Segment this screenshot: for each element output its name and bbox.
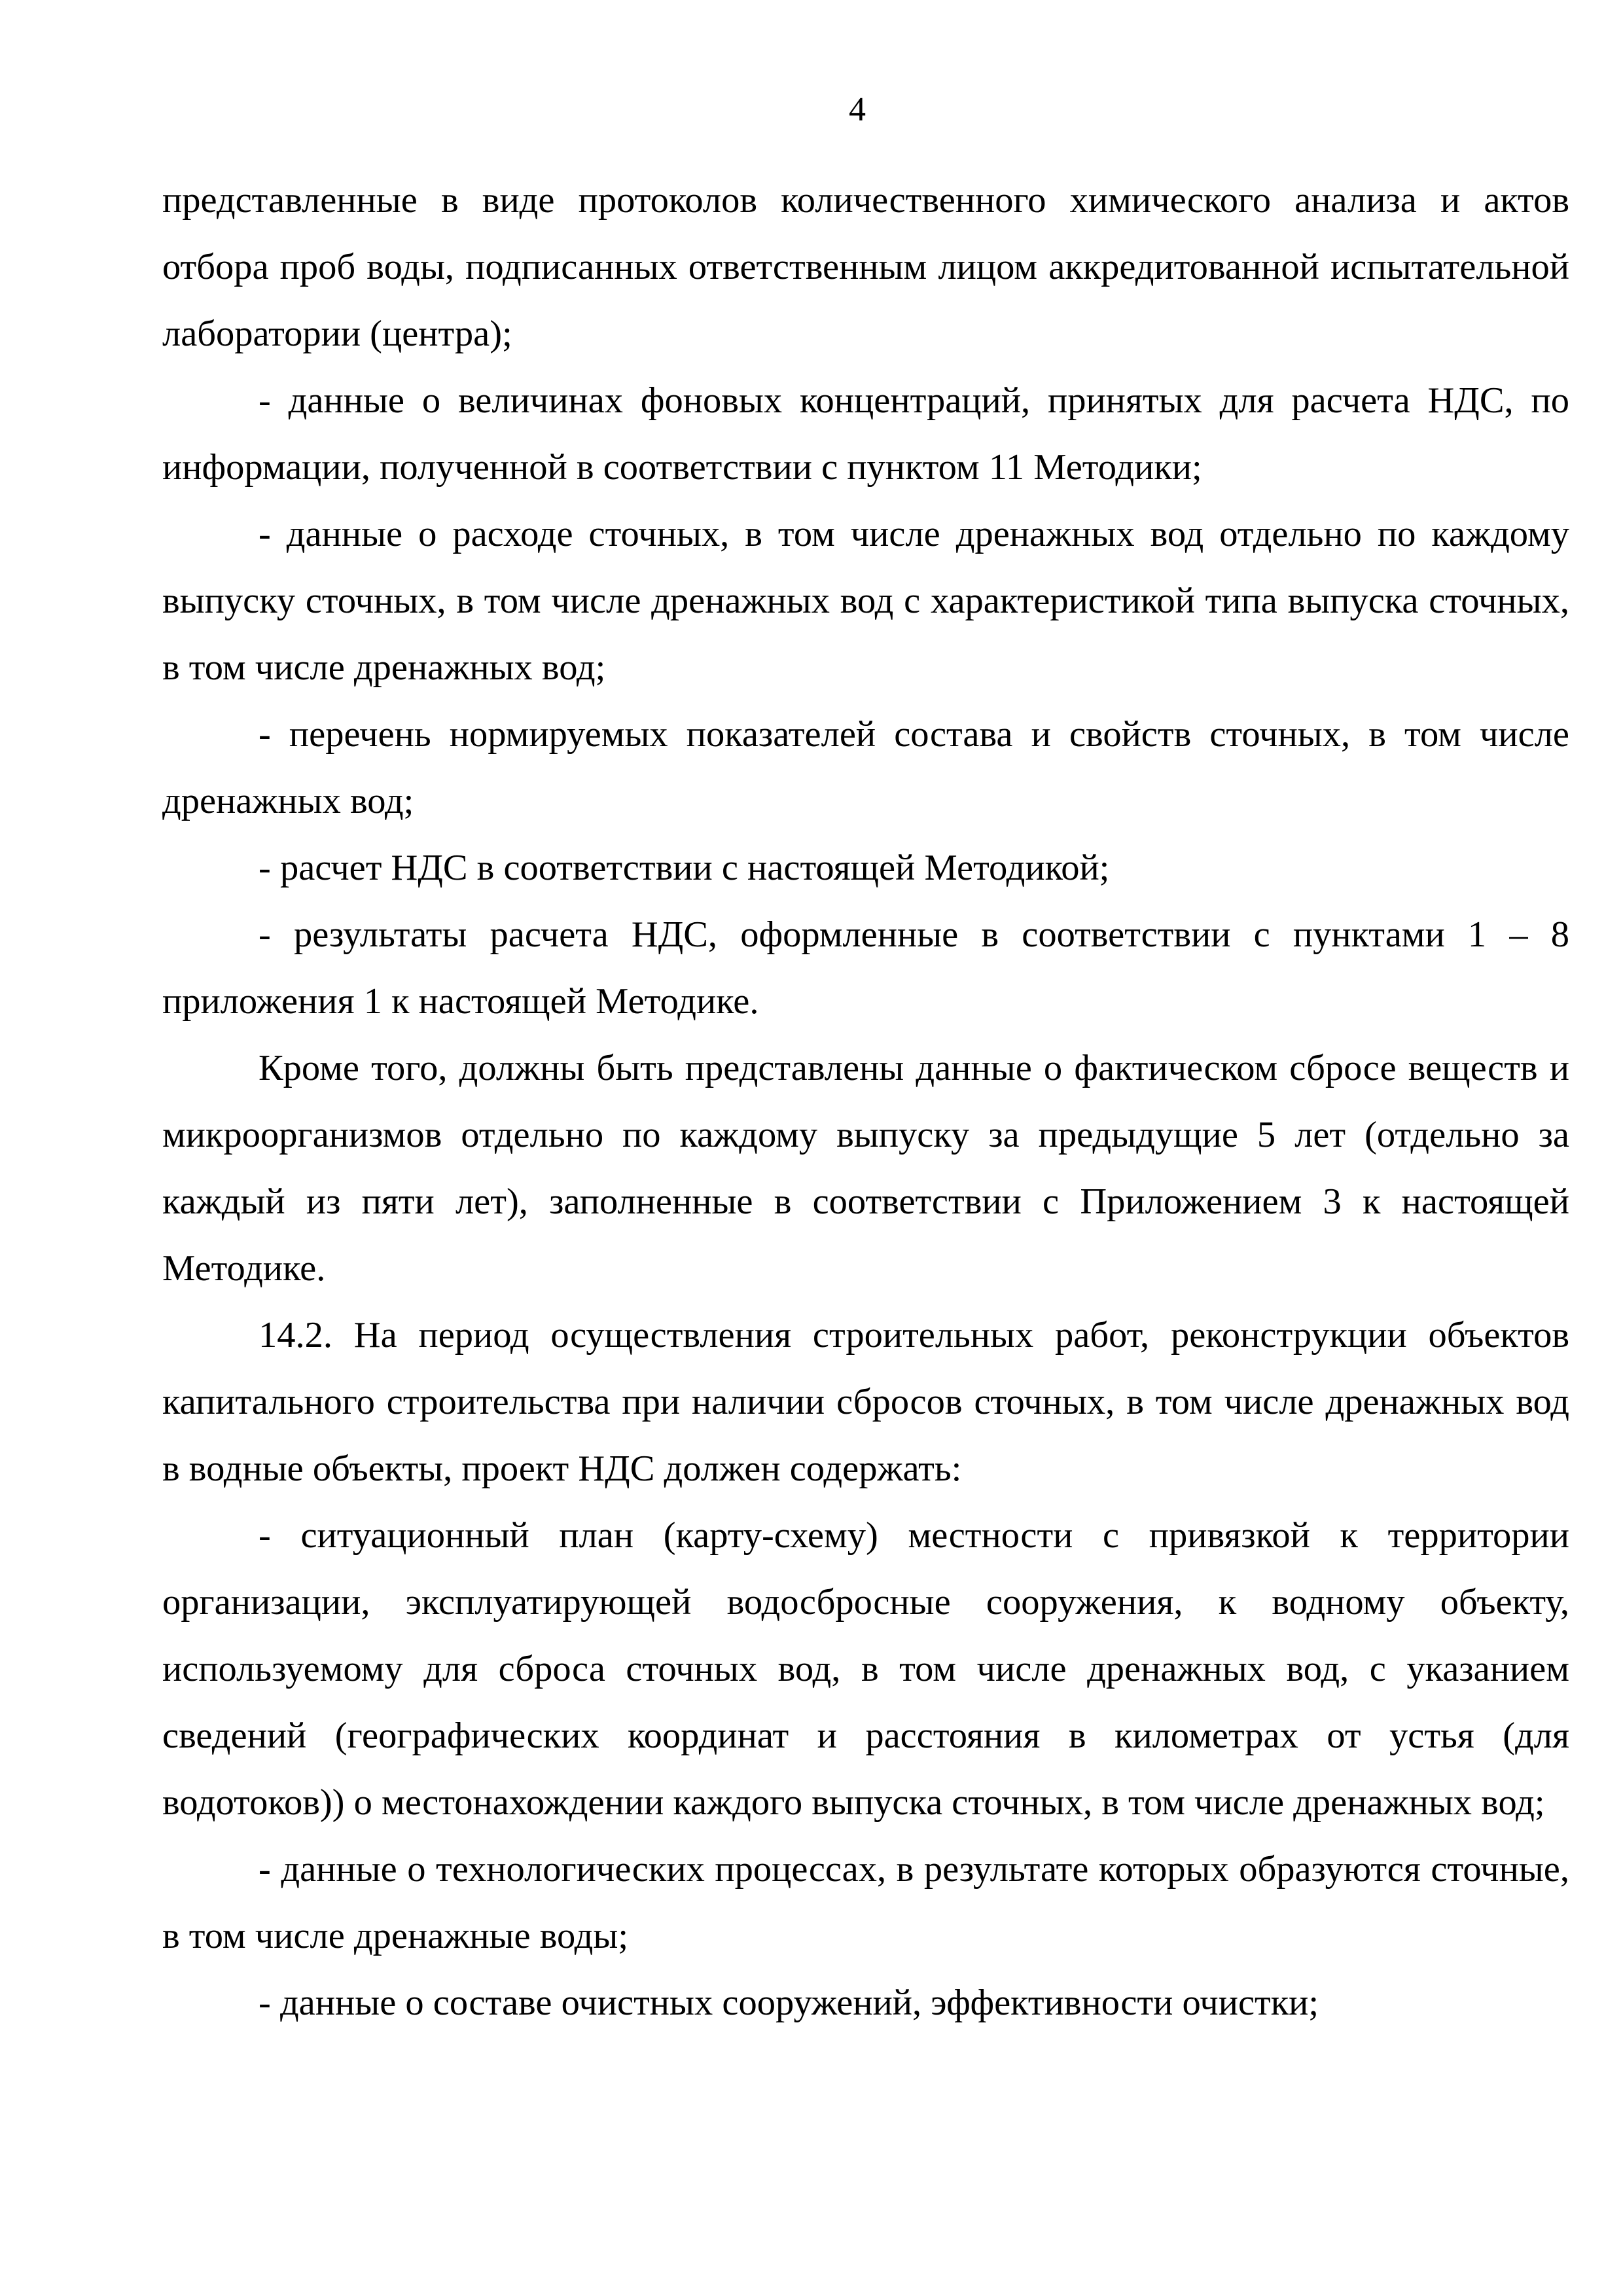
paragraph-wastewater-flow: - данные о расходе сточных, в том числе дренажных вод отдельно по каждому выпуску сточных, в том числе дренажных вод с характеристикой типа выпуска сточных, в том числе дренажных вод;	[162, 514, 1569, 688]
paragraph-continuation: представленные в виде протоколов количественного химического анализа и актов отбора проб воды, подписанных ответственным лицом аккредитованной испытательной лаборатории (центра);	[162, 180, 1569, 354]
paragraph-technological-processes: - данные о технологических процессах, в результате которых образуются сточные, в том числе дренажные воды;	[162, 1849, 1569, 1956]
paragraph-nds-calculation: - расчет НДС в соответствии с настоящей Методикой;	[259, 848, 1110, 888]
paragraph-treatment-facilities: - данные о составе очистных сооружений, эффективности очистки;	[259, 1982, 1319, 2023]
paragraph-nds-results: - результаты расчета НДС, оформленные в соответствии с пунктами 1 – 8 приложения 1 к настоящей Методике.	[162, 914, 1569, 1022]
document-body	[162, 167, 1569, 2036]
paragraph-section-14-2: 14.2. На период осуществления строительных работ, реконструкции объектов капитального строительства при наличии сбросов сточных, в том числе дренажных вод в водные объекты, проект НДС должен содержать:	[162, 1315, 1569, 1489]
page-number: 4	[849, 91, 866, 128]
paragraph-actual-discharge: Кроме того, должны быть представлены данные о фактическом сбросе веществ и микроорганизмов отдельно по каждому выпуску за предыдущие 5 лет (отдельно за каждый из пяти лет), заполненные в соответствии с Приложением 3 к настоящей Методике.	[162, 1048, 1569, 1289]
paragraph-normalized-indicators: - перечень нормируемых показателей состава и свойств сточных, в том числе дренажных вод;	[162, 714, 1569, 821]
paragraph-situational-plan: - ситуационный план (карту-схему) местности с привязкой к территории организации, эксплуатирующей водосбросные сооружения, к водному объекту, используемому для сброса сточных вод, в том числе дренажных вод, с указанием сведений (географических координат и расстояния в километрах от устья (для водотоков)) о местонахождении каждого выпуска сточных, в том числе дренажных вод;	[162, 1515, 1569, 1823]
paragraph-background-concentrations: - данные о величинах фоновых концентраций, принятых для расчета НДС, по информации, полученной в соответствии с пунктом 11 Методики;	[162, 380, 1569, 488]
